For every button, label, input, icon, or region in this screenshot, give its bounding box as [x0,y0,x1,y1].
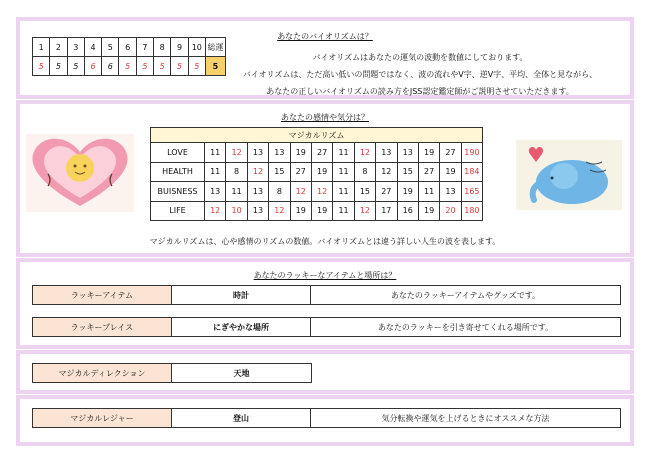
lucky-item-label: ラッキーアイテム [33,286,172,304]
rhythm-cell: 15 [397,162,418,182]
rhythm-row-life [151,201,483,221]
rhythm-total: 165 [461,182,482,202]
rhythm-cell: 11 [333,162,354,182]
leisure-row [32,408,621,428]
description-line: バイオリズムは、ただ高い低いの問題ではなく、波の流れやV字、逆V字、平均、全体と見ながら、 [242,70,598,79]
direction-label: マジカルディレクション [33,364,172,382]
row-label: LOVE [151,143,205,163]
rhythm-cell: 13 [205,182,226,202]
row-label: HEALTH [151,162,205,182]
biorhythm-table [32,37,226,76]
rhythm-cell: 12 [269,201,290,221]
day-cell: 4 [84,38,101,57]
rhythm-row-health [151,162,483,182]
rhythm-cell: 19 [311,162,332,182]
value-cell: 6 [84,57,101,76]
biorhythm-title: あなたのバイオリズムは？ [277,32,373,41]
total-value-cell: 5 [205,57,225,76]
rhythm-cell: 13 [247,182,268,202]
rhythm-cell: 15 [354,182,375,202]
total-header: 総運 [205,38,225,57]
rhythm-cell: 11 [205,143,226,163]
rhythm-cell: 11 [205,162,226,182]
rhythm-cell: 19 [418,143,439,163]
rhythm-cell: 12 [205,201,226,221]
day-cell: 10 [188,38,205,57]
leisure-desc: 気分転換や運気を上げるときにオススメな方法 [381,413,550,423]
day-cell: 6 [119,38,136,57]
rhythm-cell: 27 [290,162,311,182]
rhythm-total: 180 [461,201,482,221]
value-cell: 5 [171,57,188,76]
rhythm-cell: 27 [311,143,332,163]
biorhythm-value-row [33,57,226,76]
rhythm-row-love [151,143,483,163]
lucky-place-label: ラッキープレイス [33,318,172,336]
lucky-title: あなたのラッキーなアイテムと場所は？ [253,271,397,280]
rhythm-cell: 10 [226,201,247,221]
rhythm-cell: 11 [333,182,354,202]
rhythm-cell: 11 [226,182,247,202]
rhythm-cell: 16 [397,201,418,221]
rhythm-cell: 8 [269,182,290,202]
value-cell: 5 [154,57,171,76]
row-label: BUISNESS [151,182,205,202]
leisure-value: 登山 [172,409,311,427]
rhythm-cell: 8 [354,162,375,182]
rhythm-cell: 13 [247,201,268,221]
rhythm-total: 190 [461,143,482,163]
rhythm-total: 184 [461,162,482,182]
rhythm-cell: 19 [290,201,311,221]
rhythm-cell: 27 [440,143,461,163]
rhythm-cell: 19 [311,201,332,221]
direction-value: 天地 [233,368,250,378]
lucky-place-desc: あなたのラッキーを引き寄せてくれる場所です。 [377,322,554,332]
rhythm-cell: 12 [247,162,268,182]
rhythm-cell: 12 [226,143,247,163]
magical-rhythm-title: あなたの感情や気分は？ [281,113,369,122]
description-line: あなたの正しいバイオリズムの読み方をJSS認定鑑定師がご説明させていただきます。 [266,87,574,96]
rhythm-cell: 11 [333,201,354,221]
rhythm-cell: 13 [397,143,418,163]
rhythm-cell: 13 [269,143,290,163]
direction-row [32,363,312,383]
heart-illustration [26,134,134,212]
value-cell: 6 [102,57,119,76]
rhythm-cell: 8 [226,162,247,182]
table-header: マジカルリズム [151,128,483,143]
rhythm-cell: 12 [376,162,397,182]
rhythm-cell: 13 [376,143,397,163]
lucky-item-row [32,285,621,305]
rhythm-cell: 27 [418,162,439,182]
day-cell: 5 [102,38,119,57]
rhythm-row-business [151,182,483,202]
rhythm-cell: 13 [247,143,268,163]
rhythm-cell: 13 [440,182,461,202]
rhythm-cell: 17 [376,201,397,221]
magical-rhythm-note: マジカルリズムは、心や感情のリズムの数値。バイオリズムとは違う詳しい人生の波を表します。 [149,237,501,246]
rhythm-cell: 27 [376,182,397,202]
lucky-item-desc: あなたのラッキーアイテムやグッズです。 [390,290,541,300]
rhythm-cell: 12 [290,182,311,202]
rhythm-cell: 15 [269,162,290,182]
row-label: LIFE [151,201,205,221]
leisure-panel [16,395,634,446]
biorhythm-panel [16,17,634,99]
value-cell: 5 [188,57,205,76]
rhythm-cell: 19 [397,182,418,202]
day-cell: 9 [171,38,188,57]
lucky-place-value: にぎやかな場所 [172,318,311,336]
day-cell: 8 [154,38,171,57]
rhythm-cell: 19 [440,162,461,182]
lucky-item-value: 時計 [172,286,311,304]
lucky-panel [16,258,634,349]
magical-rhythm-panel [16,100,634,257]
value-cell: 5 [136,57,153,76]
lucky-place-row [32,317,621,337]
value-cell: 5 [119,57,136,76]
rhythm-cell: 20 [440,201,461,221]
rhythm-cell: 11 [333,143,354,163]
rhythm-cell: 19 [418,201,439,221]
direction-panel [16,350,634,394]
description-line: バイオリズムはあなたの運気の波動を数値にしております。 [312,53,528,62]
biorhythm-description [220,49,620,100]
magical-rhythm-table [150,127,483,221]
value-cell: 5 [50,57,67,76]
rhythm-cell: 12 [354,201,375,221]
rhythm-cell: 19 [290,143,311,163]
leisure-label: マジカルレジャー [33,409,172,427]
rhythm-cell: 11 [418,182,439,202]
day-cell: 3 [67,38,84,57]
value-cell: 5 [33,57,50,76]
day-cell: 1 [33,38,50,57]
elephant-illustration [516,140,622,210]
value-cell: 5 [67,57,84,76]
day-cell: 7 [136,38,153,57]
biorhythm-day-row [33,38,226,57]
rhythm-cell: 12 [354,143,375,163]
day-cell: 2 [50,38,67,57]
rhythm-cell: 12 [311,182,332,202]
